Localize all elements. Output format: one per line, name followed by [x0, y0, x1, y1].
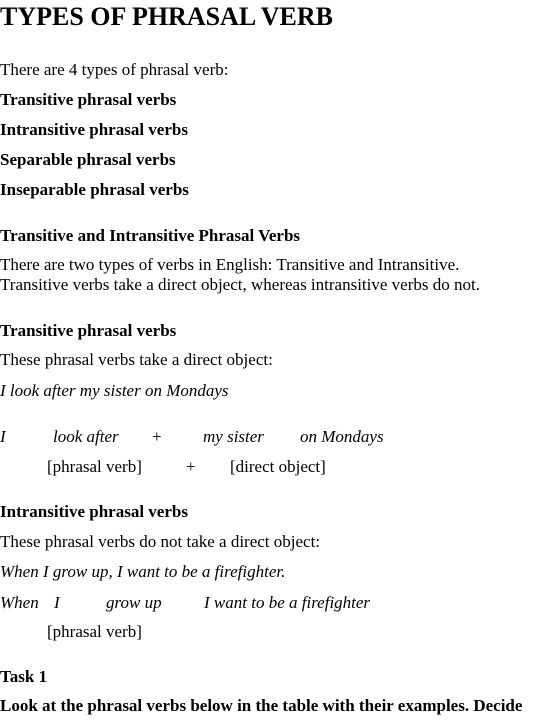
type-item: Transitive phrasal verbs	[0, 90, 177, 109]
example-part: I	[0, 427, 6, 446]
example-part: When	[0, 593, 39, 612]
description: These phrasal verbs do not take a direct object:	[0, 532, 321, 551]
page-title: TYPES OF PHRASAL VERB	[0, 2, 334, 31]
description: These phrasal verbs take a direct object:	[0, 350, 273, 369]
section-heading: Intransitive phrasal verbs	[0, 502, 188, 521]
type-item: Separable phrasal verbs	[0, 150, 176, 169]
paragraph-line: There are two types of verbs in English: Transitive and Intransitive.	[0, 255, 460, 274]
section-heading: Transitive and Intransitive Phrasal Verbs	[0, 226, 301, 245]
example-sentence: I look after my sister on Mondays	[0, 381, 229, 400]
task-heading: Task 1	[0, 667, 48, 686]
grammar-label: +	[186, 457, 196, 476]
example-part: grow up	[106, 593, 162, 612]
type-item: Inseparable phrasal verbs	[0, 180, 189, 199]
type-item: Intransitive phrasal verbs	[0, 120, 188, 139]
example-sentence: When I grow up, I want to be a firefighter.	[0, 562, 286, 581]
grammar-label: [phrasal verb]	[47, 457, 142, 476]
example-part: I	[54, 593, 60, 612]
example-part: my sister	[203, 427, 264, 446]
grammar-label: [direct object]	[230, 457, 326, 476]
paragraph-line: Transitive verbs take a direct object, whereas intransitive verbs do not.	[0, 275, 480, 294]
example-part: I want to be a firefighter	[204, 593, 371, 612]
example-part: +	[152, 427, 162, 446]
task-instruction: Look at the phrasal verbs below in the table with their examples. Decide	[0, 696, 523, 715]
example-part: look after	[53, 427, 119, 446]
intro-text: There are 4 types of phrasal verb:	[0, 60, 229, 79]
grammar-label: [phrasal verb]	[47, 622, 142, 641]
section-heading: Transitive phrasal verbs	[0, 321, 177, 340]
example-part: on Mondays	[300, 427, 384, 446]
